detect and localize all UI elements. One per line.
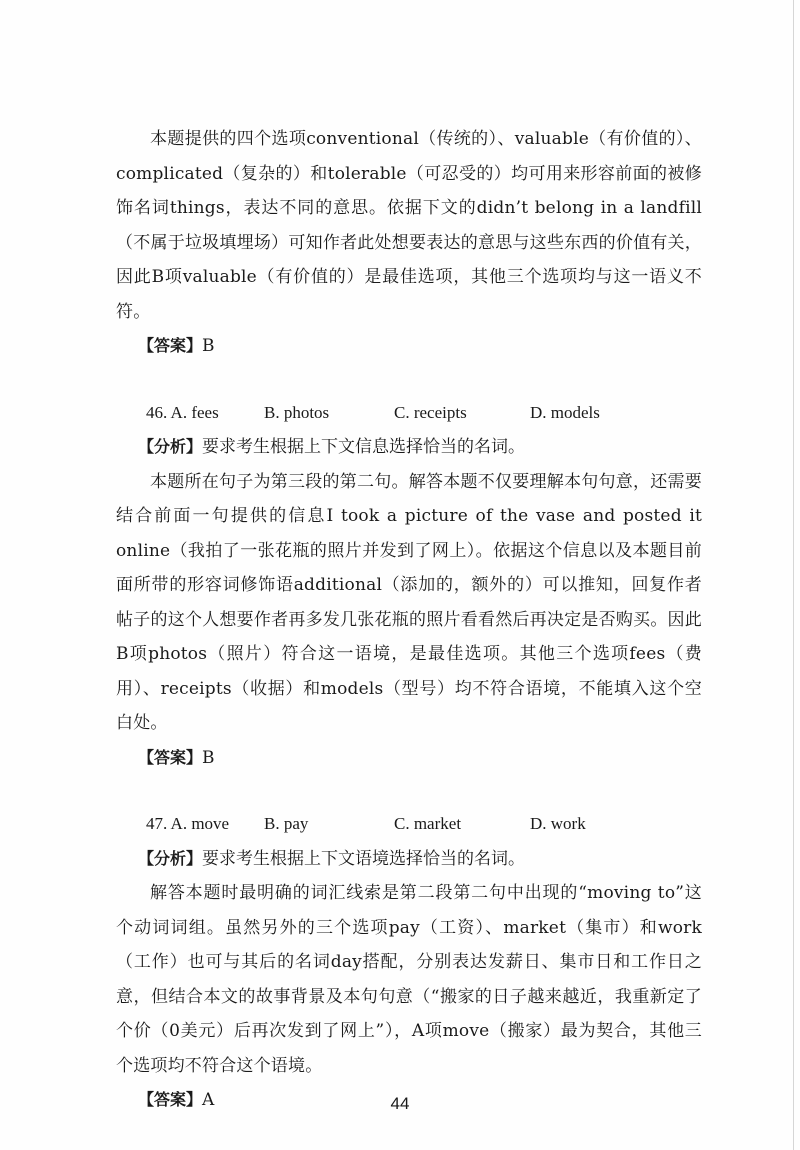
- q45-explanation: 本题提供的四个选项conventional（传统的）、valuable（有价值的）、complicated（复杂的）和tolerable（可忍受的）均可用来形容前面的被修饰名词things，表达不同的意思。依据下文的didn’t belong in a landfill（不属于垃圾填埋场）可知作者此处想要表达的意思与这些东西的价值有关，因此B项valuable（有价值的）是最佳选项，其他三个选项均与这一语义不符。: [116, 129, 702, 322]
- q47-analysis: [116, 842, 702, 877]
- q46-answer-tag: 【答案】: [138, 747, 203, 767]
- q46-analysis: [116, 430, 702, 465]
- q47-analysis-text: 要求考生根据上下文语境选择恰当的名词。: [202, 848, 526, 869]
- q46-option-a: 46. A. fees: [146, 402, 219, 422]
- q47-option-b: B. pay: [264, 814, 309, 833]
- q46-explanation: 本题所在句子为第三段的第二句。解答本题不仅要理解本句句意，还需要结合前面一句提供的信息I took a picture of the vase and posted it online（我拍了一张花瓶的照片并发到了网上）。依据这个信息以及本题目前面所带的形容词修饰语additional（添加的，额外的）可以推知，回复作者帖子的这个人想要作者再多发几张花瓶的照片看看然后再决定是否购买。因此B项photos（照片）符合这一语境，是最佳选项。其他三个选项fees（费用）、receipts（收据）和models（型号）均不符合语境，不能填入这个空白处。: [116, 471, 702, 733]
- q46-answer-value: B: [202, 747, 215, 768]
- q47-answer-tag: 【答案】: [138, 1090, 203, 1109]
- spacer: [116, 775, 702, 807]
- q47-options: [116, 807, 702, 842]
- q47-option-d: D. work: [530, 814, 586, 833]
- spacer: [116, 364, 702, 396]
- q46-option-c: C. receipts: [394, 402, 467, 422]
- q46-answer: [116, 741, 702, 776]
- q47-answer-value: A: [202, 1090, 215, 1110]
- q46-option-d: D. models: [530, 402, 600, 422]
- q47-option-a: 47. A. move: [146, 814, 230, 833]
- q47-option-c: C. market: [394, 814, 462, 833]
- page-edge-line: [793, 0, 794, 1150]
- page-content: [116, 122, 702, 1118]
- q46-option-b: B. photos: [264, 402, 330, 422]
- q47-explanation: 解答本题时最明确的词汇线索是第二段第二句中出现的“moving to”这个动词词组。虽然另外的三个选项pay（工资）、market（集市）和work（工作）也可与其后的名词day搭配，分别表达发薪日、集市日和工作日之意，但结合本文的故事背景及本句句意（“搬家的日子越来越近，我重新定了个价（0美元）后再次发到了网上”），A项move（搬家）最为契合，其他三个选项均不符合这个语境。: [116, 883, 702, 1076]
- q47-analysis-tag: 【分析】: [138, 848, 203, 868]
- q46-analysis-tag: 【分析】: [138, 437, 203, 456]
- q46-analysis-text: 要求考生根据上下文信息选择恰当的名词。: [202, 437, 526, 457]
- q45-answer-value: B: [202, 336, 215, 356]
- q45-answer-tag: 【答案】: [138, 336, 203, 355]
- q45-answer: [116, 329, 702, 364]
- q46-options: [116, 396, 702, 431]
- page-number: 44: [390, 1094, 410, 1113]
